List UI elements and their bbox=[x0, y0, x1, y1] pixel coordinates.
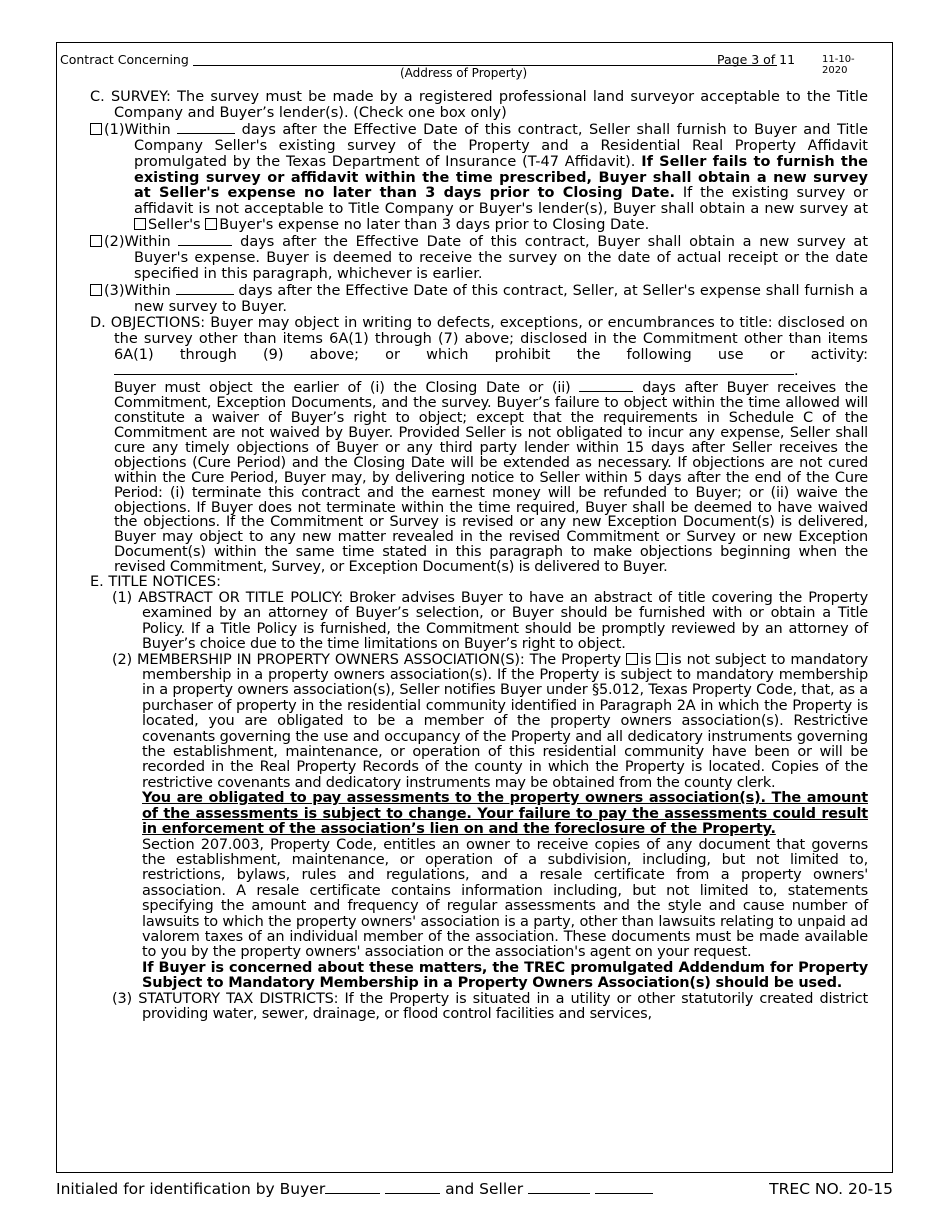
poa-is-checkbox[interactable] bbox=[626, 653, 638, 665]
poa-assessment-warning: You are obligated to pay assessments to the property owners association(s). The amount of the assessments is subject to change. Your failure to pay the assessments could result in enforcement of the association’s lien on and the foreclosure of the Property. bbox=[142, 790, 868, 838]
contract-body bbox=[90, 90, 868, 1022]
abstract-title-policy: (1) ABSTRACT OR TITLE POLICY: Broker advises Buyer to have an abstract of title covering the Property examined by an attorney of Buyer’s selection, or Buyer should be furnished with or obtain a Title Policy. If a Title Policy is furnished, the Commitment should be promptly reviewed by an attorney of Buyer’s choice due to the time limitations on Buyer’s right to object. bbox=[112, 590, 868, 653]
survey-opt3-label: (3)Within bbox=[104, 282, 171, 299]
survey-opt1-label: (1)Within bbox=[104, 121, 171, 138]
survey-opt2-label: (2)Within bbox=[104, 234, 171, 251]
objections-body: Buyer must object the earlier of (i) the Closing Date or (ii) days after Buyer receives the Commitment, Exception Documents, and the survey. Buyer’s failure to object within the time allowed will constitute a waiver of Buyer’s right to object; except that the requirements in Schedule C of the Commitment are not waived by Buyer. Provided Seller is not obligated to incur any expense, Seller shall cure any timely objections of Buyer or any third party lender within 15 days after Seller receives the objections (Cure Period) and the Closing Date will be extended as necessary. If objections are not cured within the Cure Period, Buyer may, by delivering notice to Seller within 5 days after the end of the Cure Period: (i) terminate this contract and the earnest money will be refunded to Buyer; or (ii) waive the objections. If Buyer does not terminate within the time required, Buyer shall be deemed to have waived the objections. If the Commitment or Survey is revised or any new Exception Document(s) is delivered, Buyer may object to any new matter revealed in the revised Commitment or Survey or new Exception Document(s) within the same time stated in this paragraph to make objections beginning when the revised Commitment, Survey, or Exception Document(s) is delivered to Buyer. bbox=[114, 380, 868, 576]
survey-buyers-label: Buyer's expense no later than 3 days prior to Closing Date. bbox=[219, 217, 650, 234]
survey-opt3-text: days after the Effective Date of this contract, Seller, at Seller's expense shall furnish a new survey to Buyer. bbox=[134, 282, 869, 315]
survey-opt1-checkbox[interactable] bbox=[90, 123, 102, 135]
buyer-initial-1-field[interactable] bbox=[325, 1182, 380, 1194]
survey-opt2-days-field[interactable] bbox=[178, 234, 232, 246]
title-notices-heading: E. TITLE NOTICES: bbox=[90, 574, 221, 591]
survey-opt3-days-field[interactable] bbox=[176, 283, 234, 295]
initials-line: Initialed for identification by Buyer and Seller bbox=[56, 1180, 653, 1198]
statutory-tax-districts: (3) STATUTORY TAX DISTRICTS: If the Property is situated in a utility or other statutorily created district providing water, sewer, drainage, or flood control facilities and services, bbox=[112, 990, 868, 1022]
objections-days-field[interactable] bbox=[579, 380, 633, 392]
page-header bbox=[60, 50, 880, 82]
page-number: Page 3 of 11 bbox=[717, 52, 796, 67]
survey-sellers-checkbox[interactable] bbox=[134, 218, 146, 230]
objections-activity-field[interactable] bbox=[114, 363, 794, 375]
poa-is-not-checkbox[interactable] bbox=[656, 653, 668, 665]
contract-concerning-label: Contract Concerning bbox=[60, 52, 189, 67]
survey-opt3-checkbox[interactable] bbox=[90, 284, 102, 296]
poa-addendum-notice: If Buyer is concerned about these matters, the TREC promulgated Addendum for Property Subject to Mandatory Membership in a Property Owners Association(s) should be used. bbox=[142, 959, 868, 992]
survey-opt1-bold: If Seller fails to furnish the existing survey or affidavit within the time prescribed, Buyer shall obtain a new survey at Seller's expense no later than 3 days prior to Closing Date. bbox=[134, 153, 869, 202]
address-caption: (Address of Property) bbox=[400, 66, 528, 80]
trec-form-number: TREC NO. 20-15 bbox=[769, 1180, 893, 1198]
seller-initial-1-field[interactable] bbox=[528, 1182, 590, 1194]
survey-opt1-tail: If the existing survey or affidavit is not acceptable to Title Company or Buyer's lender(s), Buyer shall obtain a new survey at bbox=[134, 185, 869, 218]
poa-section-207: Section 207.003, Property Code, entitles an owner to receive copies of any document that governs the establishment, maintenance, or operation of a subdivision, including, but not limited to, restrictions, bylaws, rules and regulations, and a resale certificate from a property owners' association. A resale certificate contains information including, but not limited to, statements specifying the amount and frequency of regular assessments and the style and cause number of lawsuits to which the property owners' association is a party, other than lawsuits relating to unpaid ad valorem taxes of an individual member of the association. These documents must be made available to you by the property owners' association or the association's agent on your request. bbox=[142, 836, 868, 961]
survey-option-3 bbox=[90, 283, 868, 316]
survey-heading: C. SURVEY: The survey must be made by a registered professional land surveyor acceptable to the Title Company and Buyer’s lender(s). (Check one box only) bbox=[90, 89, 868, 121]
survey-option-1 bbox=[90, 122, 868, 234]
survey-opt1-days-field[interactable] bbox=[177, 122, 235, 134]
poa-membership: (2) MEMBERSHIP IN PROPERTY OWNERS ASSOCIATION(S): The Property is is not subject to mandatory membership in a property owners association(s). If the Property is subject to mandatory membership in a property owners association(s), Seller notifies Buyer under §5.012, Texas Property Code, that, as a purchaser of property in the residential community identified in Paragraph 2A in which the Property is located, you are obligated to be a member of the property owners association(s). Restrictive covenants governing the use and occupancy of the Property and all dedicatory instruments governing the establishment, maintenance, or operation of this residential community have been or will be recorded in the Real Property Records of the county in which the Property is located. Copies of the restrictive covenants and dedicatory instruments may be obtained from the county clerk. bbox=[112, 651, 868, 791]
survey-sellers-label: Seller's bbox=[148, 217, 201, 234]
survey-opt2-checkbox[interactable] bbox=[90, 235, 102, 247]
buyer-initial-2-field[interactable] bbox=[385, 1182, 440, 1194]
seller-initial-2-field[interactable] bbox=[595, 1182, 653, 1194]
form-date: 11-10-2020 bbox=[822, 54, 855, 76]
survey-opt1-text: days after the Effective Date of this contract, Seller shall furnish to Buyer and Title Company Seller's existing survey of the Property and a Residential Real Property Affidavit promulgated by the Texas Department of Insurance (T-47 Affidavit). bbox=[134, 121, 869, 170]
survey-buyers-checkbox[interactable] bbox=[205, 218, 217, 230]
objections-heading: D. OBJECTIONS: Buyer may object in writing to defects, exceptions, or encumbrances to title: disclosed on the survey other than items 6A(1) through (7) above; disclosed in the Commitment other than items 6A(1) through (9) above; or which prohibit the following use or activity: . bbox=[90, 314, 868, 380]
survey-option-2 bbox=[90, 234, 868, 283]
survey-opt2-text: days after the Effective Date of this contract, Buyer shall obtain a new survey at Buyer's expense. Buyer is deemed to receive the survey on the date of actual receipt or the date specified in this paragraph, whichever is earlier. bbox=[134, 234, 869, 282]
